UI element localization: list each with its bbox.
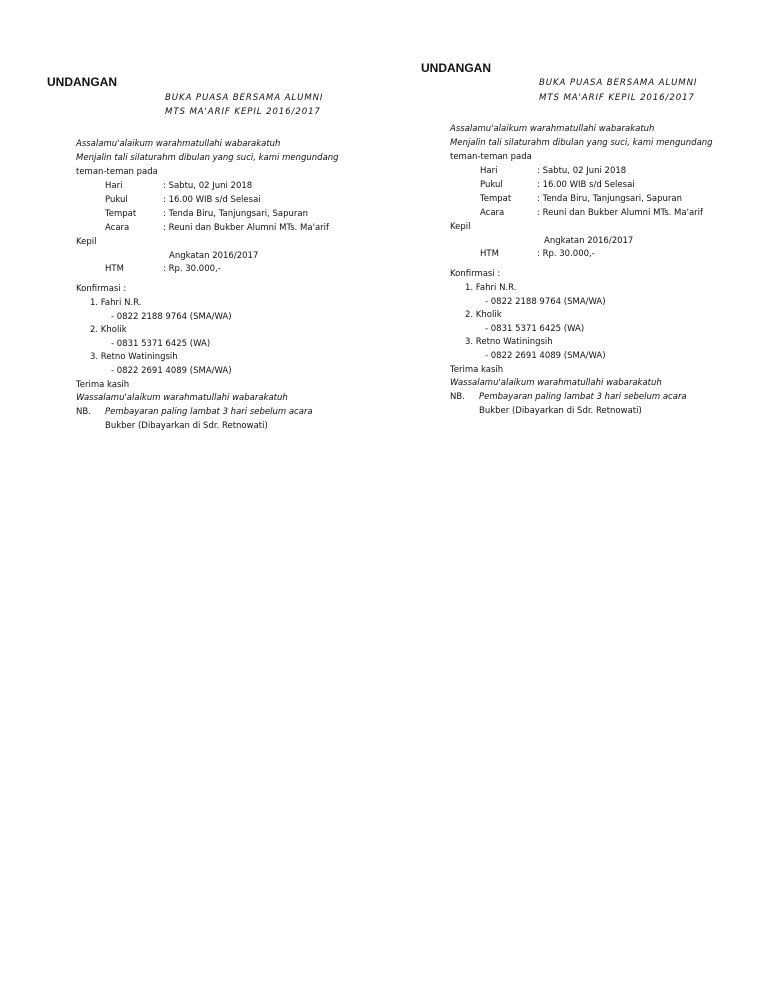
detail-label-pukul: Pukul [480, 180, 503, 190]
intro-line1: Menjalin tali silaturahm dibulan yang suci, kami mengundang [76, 153, 339, 163]
contact-phone-2: - 0831 5371 6425 (WA) [485, 324, 585, 334]
event-heading-line2: MTS MA'ARIF KEPIL 2016/2017 [539, 93, 695, 103]
contact-phone-1: - 0822 2188 9764 (SMA/WA) [485, 297, 606, 307]
contact-phone-2: - 0831 5371 6425 (WA) [111, 339, 211, 349]
contact-name-2: 2. Kholik [465, 310, 502, 320]
invitation-title: UNDANGAN [421, 61, 491, 75]
kepil-text: Kepil [76, 237, 97, 247]
intro-line2: teman-teman pada [76, 167, 158, 177]
nb-line1: Pembayaran paling lambat 3 hari sebelum acara [479, 392, 687, 402]
detail-label-acara: Acara [105, 223, 130, 233]
htm-value: : Rp. 30.000,- [537, 249, 595, 259]
detail-label-hari: Hari [105, 181, 123, 191]
detail-label-hari: Hari [480, 166, 498, 176]
nb-line1: Pembayaran paling lambat 3 hari sebelum acara [105, 407, 313, 417]
thanks-text: Terima kasih [76, 380, 130, 390]
nb-label: NB. [450, 392, 465, 402]
nb-label: NB. [76, 407, 91, 417]
detail-value-pukul: : 16.00 WIB s/d Selesai [537, 180, 635, 190]
intro-line2: teman-teman pada [450, 152, 532, 162]
htm-value: : Rp. 30.000,- [163, 264, 221, 274]
angkatan-text: Angkatan 2016/2017 [544, 236, 634, 246]
event-heading-line1: BUKA PUASA BERSAMA ALUMNI [539, 78, 698, 88]
detail-value-acara: : Reuni dan Bukber Alumni MTs. Ma'arif [537, 208, 703, 218]
detail-label-acara: Acara [480, 208, 505, 218]
konfirmasi-label: Konfirmasi : [450, 269, 501, 279]
greeting: Assalamu'alaikum warahmatullahi wabarakatuh [450, 124, 655, 134]
detail-label-tempat: Tempat [480, 194, 512, 204]
thanks-text: Terima kasih [450, 365, 504, 375]
closing-text: Wassalamu'alaikum warahmatullahi wabarakatuh [450, 378, 662, 388]
detail-value-pukul: : 16.00 WIB s/d Selesai [163, 195, 261, 205]
closing-text: Wassalamu'alaikum warahmatullahi wabarakatuh [76, 393, 288, 403]
contact-name-3: 3. Retno Watiningsih [465, 337, 553, 347]
angkatan-text: Angkatan 2016/2017 [169, 251, 259, 261]
contact-phone-3: - 0822 2691 4089 (SMA/WA) [111, 366, 232, 376]
nb-line2: Bukber (Dibayarkan di Sdr. Retnowati) [105, 421, 268, 431]
intro-line1: Menjalin tali silaturahm dibulan yang suci, kami mengundang [450, 138, 713, 148]
contact-phone-1: - 0822 2188 9764 (SMA/WA) [111, 312, 232, 322]
event-heading-line1: BUKA PUASA BERSAMA ALUMNI [165, 93, 324, 103]
contact-name-2: 2. Kholik [90, 325, 127, 335]
detail-value-hari: : Sabtu, 02 Juni 2018 [537, 166, 627, 176]
event-heading-line2: MTS MA'ARIF KEPIL 2016/2017 [165, 107, 321, 117]
contact-phone-3: - 0822 2691 4089 (SMA/WA) [485, 351, 606, 361]
detail-value-tempat: : Tenda Biru, Tanjungsari, Sapuran [537, 194, 683, 204]
contact-name-3: 3. Retno Watiningsih [90, 352, 178, 362]
konfirmasi-label: Konfirmasi : [76, 284, 127, 294]
contact-name-1: 1. Fahri N.R. [90, 298, 142, 308]
detail-value-hari: : Sabtu, 02 Juni 2018 [163, 181, 253, 191]
htm-label: HTM [480, 249, 499, 259]
nb-line2: Bukber (Dibayarkan di Sdr. Retnowati) [479, 406, 642, 416]
detail-value-tempat: : Tenda Biru, Tanjungsari, Sapuran [163, 209, 309, 219]
greeting: Assalamu'alaikum warahmatullahi wabarakatuh [76, 139, 281, 149]
contact-name-1: 1. Fahri N.R. [465, 283, 517, 293]
detail-label-tempat: Tempat [105, 209, 137, 219]
detail-value-acara: : Reuni dan Bukber Alumni MTs. Ma'arif [163, 223, 329, 233]
invitation-title: UNDANGAN [47, 75, 117, 89]
detail-label-pukul: Pukul [105, 195, 128, 205]
kepil-text: Kepil [450, 222, 471, 232]
htm-label: HTM [105, 264, 124, 274]
